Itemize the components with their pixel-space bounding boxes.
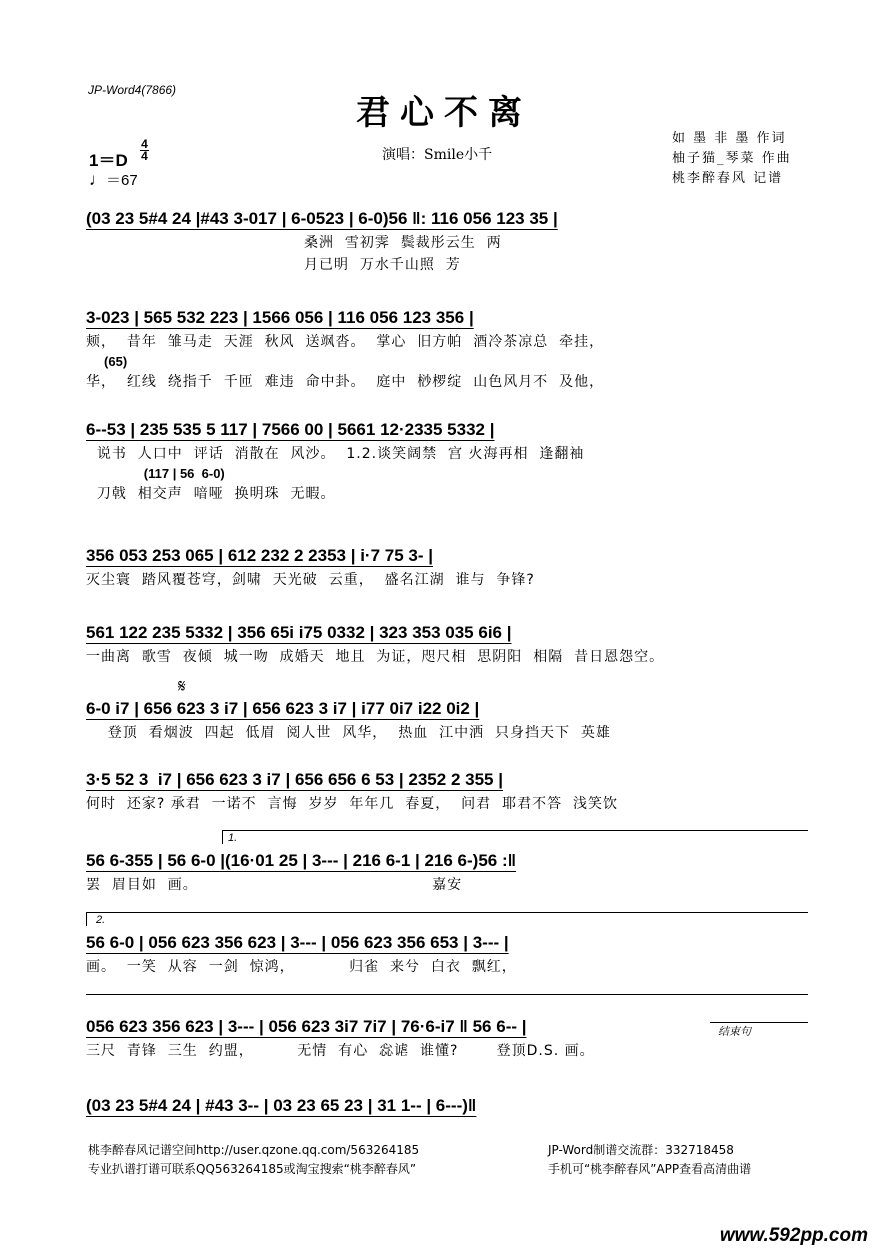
- score-line-5: [86, 620, 808, 668]
- score-line-9: [86, 930, 808, 978]
- footer-space-link: 桃李醉春风记谱空间http://user.qzone.qq.com/563264185: [88, 1143, 420, 1157]
- alt-notes-line-3: (117 | 56 6-0): [86, 466, 225, 481]
- score-line-7: [86, 767, 808, 815]
- lyric-line-1a: 桑洲 雪初霁 鬓裁彤云生 两: [86, 235, 502, 251]
- volta-2-label: 2.: [96, 914, 106, 926]
- notes-line-4: 356 053 253 065 | 612 232 2 2353 | i·7 75 3- |: [86, 546, 433, 565]
- notes-line-8: 56 6-355 | 56 6-0 |(16·01 25 | 3--- | 216 6-1 | 216 6-)56 :‖: [86, 851, 517, 870]
- tempo-marking: [89, 169, 138, 190]
- key-signature: 1＝D: [89, 151, 128, 170]
- notes-line-6: 6-0 i7 | 656 623 3 i7 | 656 623 3 i7 | i77 0i7 i22 0i2 |: [86, 699, 480, 718]
- footer-app: 手机可“桃李醉春风”APP查看高清曲谱: [548, 1162, 752, 1176]
- score-line-1: [86, 206, 808, 276]
- footer-left: [88, 1141, 419, 1179]
- song-title: 君心不离: [356, 93, 532, 133]
- composer-credit: 柚子猫_琴菜 作曲: [672, 151, 792, 166]
- software-label: JP-Word4(7866): [88, 83, 177, 97]
- time-top: 4: [141, 137, 148, 151]
- singer-credit: 演唱：Smile小千: [382, 147, 493, 163]
- notes-line-2: 3-023 | 565 532 223 | 1566 056 | 116 056 123 356 |: [86, 308, 474, 327]
- lyricist-credit: 如 墨 非 墨 作词: [672, 131, 787, 146]
- notes-line-3: 6--53 | 235 535 5 117 | 7566 00 | 5661 12·2335 5332 |: [86, 420, 495, 439]
- ending-label: 结束句: [718, 1026, 751, 1038]
- notes-line-10: 056 623 356 623 | 3--- | 056 623 3i7 7i7 | 76·6-i7 ‖ 56 6-- |: [86, 1017, 527, 1036]
- lyric-line-6: 登顶 看烟波 四起 低眉 阅人世 风华， 热血 江中洒 只身挡天下 英雄: [86, 725, 611, 741]
- score-line-6: [86, 696, 808, 744]
- lyric-line-7: 何时 还家? 承君 一诺不 言悔 岁岁 年年几 春夏， 问君 耶君不答 浅笑饮: [86, 796, 618, 812]
- volta-bracket-2: [86, 912, 808, 913]
- alt-notes-line-2: (65): [86, 354, 128, 369]
- quarter-note-icon: ♩: [89, 170, 106, 189]
- time-signature: [140, 139, 149, 162]
- volta-1-label: 1.: [228, 832, 238, 844]
- lyric-line-9: 画。 一笑 从容 一剑 惊鸿， 归雀 来兮 白衣 飘红，: [86, 959, 517, 975]
- lyric-line-3b: 刀戟 相交声 喑哑 换明珠 无暇。: [86, 486, 336, 502]
- volta-bracket-1: [222, 830, 808, 831]
- lyric-line-4: 灭尘寰 踏风覆苍穹，剑啸 天光破 云重， 盛名江湖 谁与 争锋?: [86, 572, 535, 588]
- score-line-11: [86, 1093, 808, 1119]
- score-line-3: [86, 417, 808, 505]
- time-bottom: 4: [141, 149, 148, 163]
- lyric-line-8: 罢 眉目如 画。 嘉安: [86, 877, 463, 893]
- lyric-line-2a: 颊， 昔年 雏马走 天涯 秋风 送飒沓。 掌心 旧方帕 酒冷茶凉总 牵挂，: [86, 334, 605, 350]
- notes-line-5: 561 122 235 5332 | 356 65i i75 0332 | 323 353 035 6i6 |: [86, 623, 512, 642]
- notes-line-1: (03 23 5#4 24 |#43 3-017 | 6-0523 | 6-0)56 ‖: 116 056 123 35 |: [86, 209, 558, 228]
- notes-line-9: 56 6-0 | 056 623 356 623 | 3--- | 056 623 356 653 | 3--- |: [86, 933, 509, 952]
- transcriber-credit: 桃李醉春风 记谱: [672, 171, 784, 186]
- notes-line-7: 3·5 52 3 i7 | 656 623 3 i7 | 656 656 6 53 | 2352 2 355 |: [86, 770, 503, 789]
- lyric-line-1b: 月已明 万水千山照 芳: [86, 257, 461, 273]
- footer-right: [548, 1141, 751, 1179]
- lyric-line-5: 一曲离 歌雪 夜倾 城一吻 成婚天 地且 为证，咫尺相 思阴阳 相隔 昔日恩怨空。: [86, 649, 665, 665]
- score-line-4: [86, 543, 808, 591]
- score-line-10: [86, 1014, 808, 1062]
- divider-line: [86, 994, 808, 995]
- score-line-8: [86, 848, 808, 896]
- footer-contact: 专业扒谱打谱可联系QQ563264185或淘宝搜索“桃李醉春风”: [88, 1162, 417, 1176]
- notes-line-11: (03 23 5#4 24 | #43 3-- | 03 23 65 23 | 31 1-- | 6---)‖: [86, 1096, 477, 1115]
- volta-bracket-1-hook: [222, 830, 223, 844]
- credits-block: [672, 129, 792, 189]
- lyric-line-3a: 说书 人口中 评话 消散在 风沙。 1.2.谈笑阔禁 宫 火海再相 逢翻袖: [86, 446, 585, 462]
- segno-icon: 𝄋: [178, 676, 186, 697]
- score-line-2: [86, 305, 808, 393]
- volta-bracket-2-hook: [86, 912, 87, 926]
- site-watermark: www.592pp.com: [719, 1225, 868, 1246]
- footer-group: JP-Word制谱交流群：332718458: [548, 1143, 734, 1157]
- tempo-value: ＝67: [106, 172, 138, 189]
- lyric-line-10: 三尺 青锋 三生 约盟， 无情 有心 惢谑 谁懂? 登顶D.S. 画。: [86, 1043, 595, 1059]
- lyric-line-2b: 华， 红线 绕指千 千匝 难违 命中卦。 庭中 桫椤绽 山色风月不 及他，: [86, 374, 605, 390]
